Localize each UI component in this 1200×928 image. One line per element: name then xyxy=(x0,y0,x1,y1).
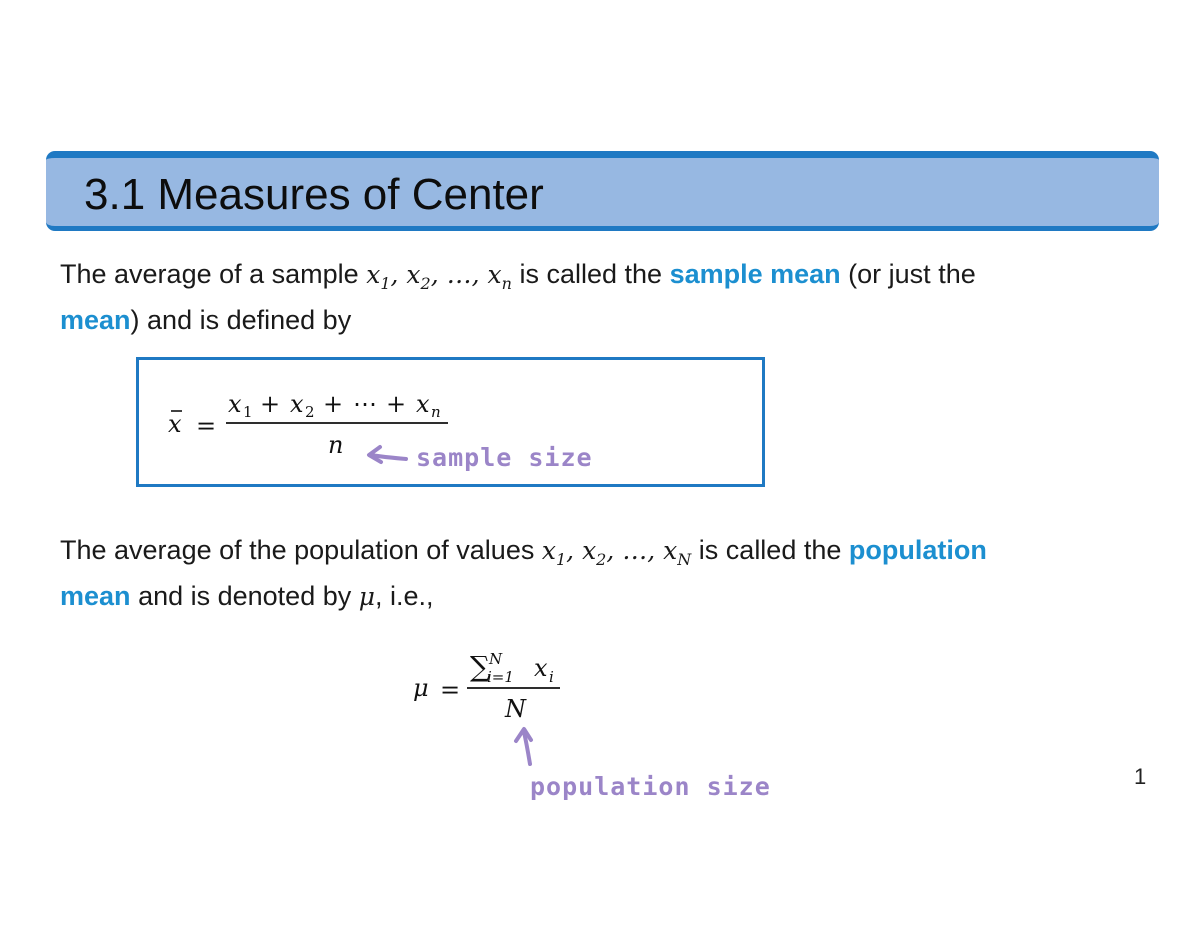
p1-tail: ) and is defined by xyxy=(130,305,352,335)
svg-text:+: + xyxy=(386,390,407,418)
p2-lead: The average of the population of values xyxy=(60,535,535,565)
svg-text:1: 1 xyxy=(243,403,253,421)
p2-mid: is called the xyxy=(698,535,842,565)
svg-text:x: x xyxy=(290,390,304,418)
equals-sign-1: = xyxy=(196,412,217,440)
p1-mid: is called the xyxy=(519,259,663,289)
svg-text:+: + xyxy=(323,390,344,418)
population-mean-paragraph xyxy=(60,532,1140,615)
term-mean: mean xyxy=(60,305,131,335)
page-number: 1 xyxy=(1134,764,1147,789)
denominator-N: N xyxy=(505,695,526,723)
svg-text:x: x xyxy=(416,390,430,418)
svg-text:i: i xyxy=(549,668,554,686)
svg-text:i=1: i=1 xyxy=(487,668,514,686)
p2-ie: , i.e., xyxy=(375,581,434,611)
p2-tail: and is denoted by xyxy=(138,581,352,611)
p1-sequence: $x_1$, $x_2$, …, $x_n$ xyxy=(366,260,512,293)
svg-text:x: x xyxy=(534,654,548,682)
denominator-n: n xyxy=(328,431,344,459)
slide-title: 3.1 Measures of Center xyxy=(84,170,544,219)
mu-lhs: μ xyxy=(413,674,429,702)
sample-size-annotation: sample size xyxy=(416,443,593,472)
p1-lead: The average of a sample xyxy=(60,259,359,289)
sigma-symbol: ∑ xyxy=(470,650,490,683)
svg-text:x: x xyxy=(228,390,242,418)
svg-text:n: n xyxy=(431,403,441,421)
population-size-annotation: population size xyxy=(530,772,771,801)
term-population: population xyxy=(848,535,987,565)
svg-text:⋯: ⋯ xyxy=(353,390,377,418)
term-sample-mean: sample mean xyxy=(669,259,841,289)
svg-text:+: + xyxy=(260,390,281,418)
svg-text:2: 2 xyxy=(305,403,315,421)
xbar-lhs: x xyxy=(168,410,182,438)
p2-mu: μ xyxy=(358,582,375,611)
p2-sequence: $x_1$, $x_2$, …, $x_N$ xyxy=(541,536,692,569)
term-mean-2: mean xyxy=(60,581,131,611)
svg-text:N: N xyxy=(489,650,503,668)
p1-paren: (or just the xyxy=(848,259,976,289)
equals-sign-2: = xyxy=(440,676,461,704)
